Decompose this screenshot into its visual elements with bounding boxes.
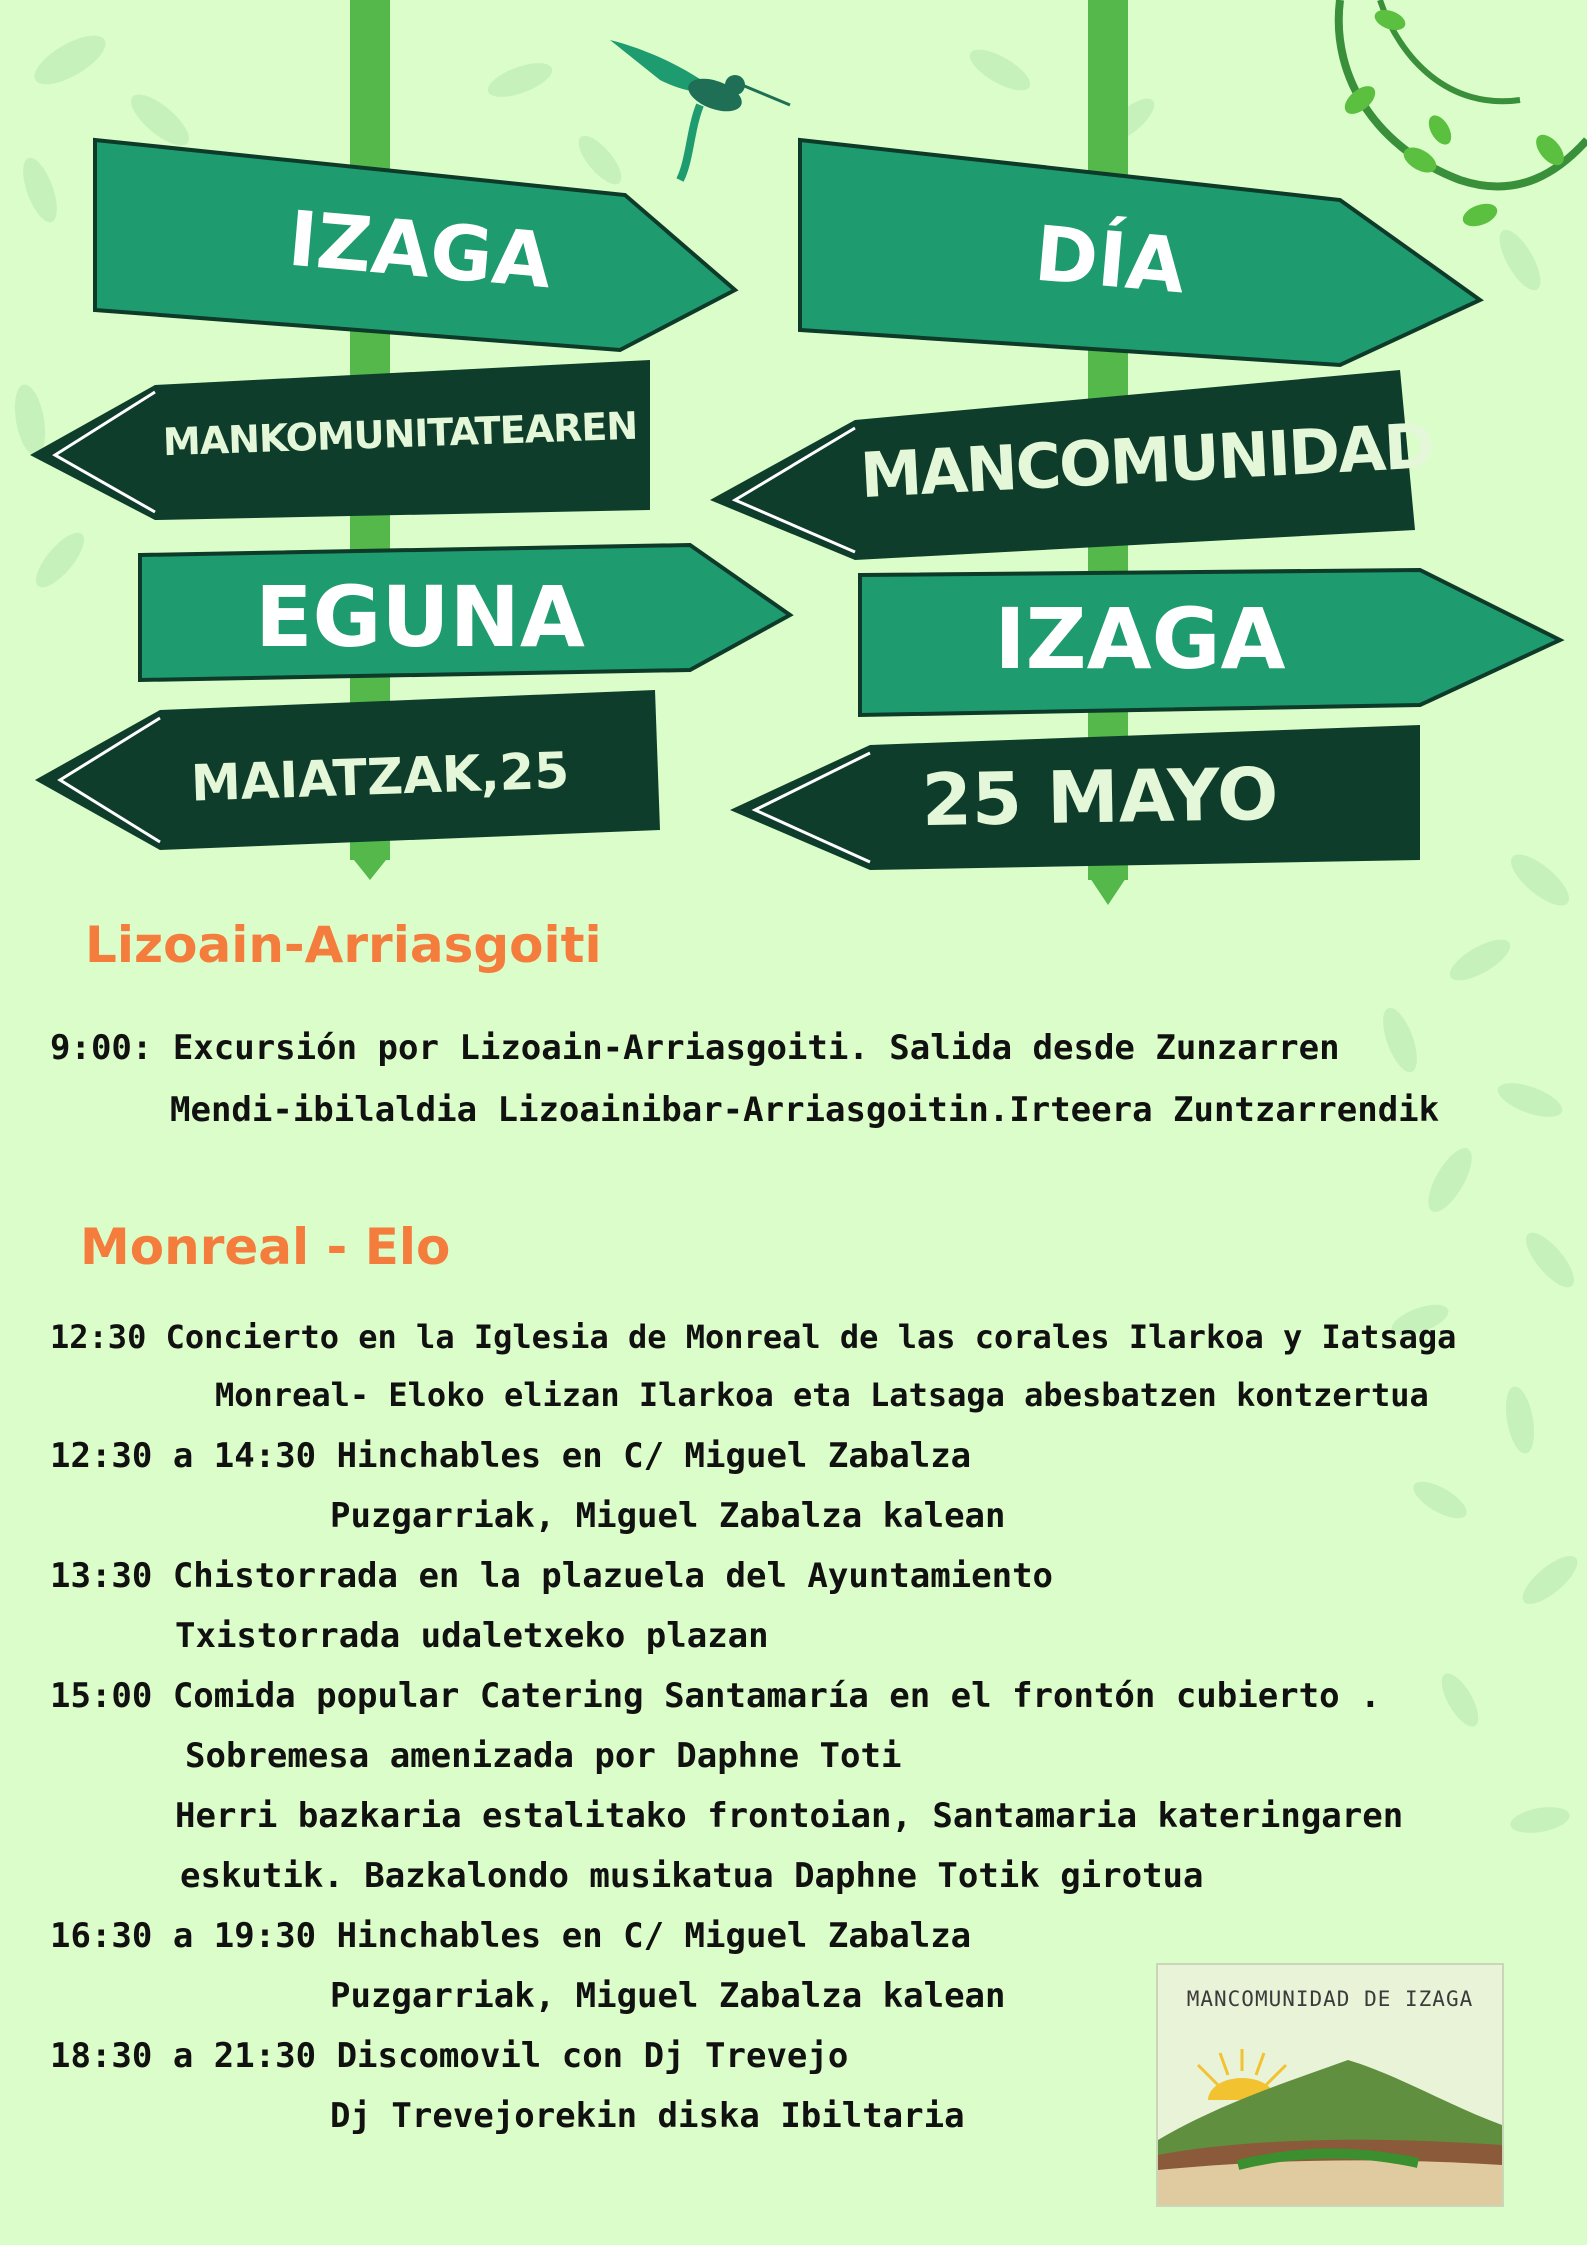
schedule-line: 15:00 Comida popular Catering Santamaría en el frontón cubierto .: [50, 1676, 1381, 1716]
schedule-line: 12:30 Concierto en la Iglesia de Monreal de las corales Ilarkoa y Iatsaga: [50, 1318, 1457, 1356]
schedule-line: 18:30 a 21:30 Discomovil con Dj Trevejo: [50, 2036, 849, 2076]
sign-left-low: EGUNA: [255, 568, 585, 666]
sign-right-top: DÍA: [1031, 208, 1189, 311]
sign-left-bottom: MAIATZAK,25: [189, 741, 571, 813]
logo-landscape-icon: [1158, 1965, 1502, 2205]
schedule-line: Mendi-ibilaldia Lizoainibar-Arriasgoitin.Irteera Zuntzarrendik: [170, 1090, 1440, 1130]
sign-right-mid: MANCOMUNIDAD: [858, 409, 1436, 513]
schedule-line: 9:00: Excursión por Lizoain-Arriasgoiti. Salida desde Zunzarren: [50, 1028, 1340, 1068]
schedule-line: 12:30 a 14:30 Hinchables en C/ Miguel Zabalza: [50, 1436, 972, 1476]
schedule-line: Puzgarriak, Miguel Zabalza kalean: [330, 1976, 1006, 2016]
sign-right-bottom: 25 MAYO: [921, 751, 1279, 843]
section-title-lizoain: Lizoain-Arriasgoiti: [85, 916, 602, 974]
schedule-line: 16:30 a 19:30 Hinchables en C/ Miguel Zabalza: [50, 1916, 972, 1956]
sign-left-top: IZAGA: [284, 193, 556, 306]
schedule-line: 13:30 Chistorrada en la plazuela del Ayuntamiento: [50, 1556, 1054, 1596]
schedule-line: eskutik. Bazkalondo musikatua Daphne Totik girotua: [180, 1856, 1204, 1896]
logo-title: MANCOMUNIDAD DE IZAGA: [1186, 1987, 1474, 2011]
schedule-line: Herri bazkaria estalitako frontoian, Santamaria kateringaren: [175, 1796, 1404, 1836]
schedule-line: Monreal- Eloko elizan Ilarkoa eta Latsaga abesbatzen kontzertua: [215, 1376, 1429, 1414]
sign-left-mid: MANKOMUNITATEAREN: [162, 403, 638, 465]
mancomunidad-logo: [1156, 1963, 1504, 2207]
schedule-line: Dj Trevejorekin diska Ibiltaria: [330, 2096, 965, 2136]
vine-decoration: [1339, 0, 1587, 231]
schedule-line: Txistorrada udaletxeko plazan: [175, 1616, 769, 1656]
section-title-monreal: Monreal - Elo: [80, 1218, 451, 1276]
schedule-line: Puzgarriak, Miguel Zabalza kalean: [330, 1496, 1006, 1536]
sign-right-low: IZAGA: [994, 590, 1286, 688]
schedule-line: Sobremesa amenizada por Daphne Toti: [185, 1736, 902, 1776]
hummingbird-icon: [610, 40, 790, 180]
